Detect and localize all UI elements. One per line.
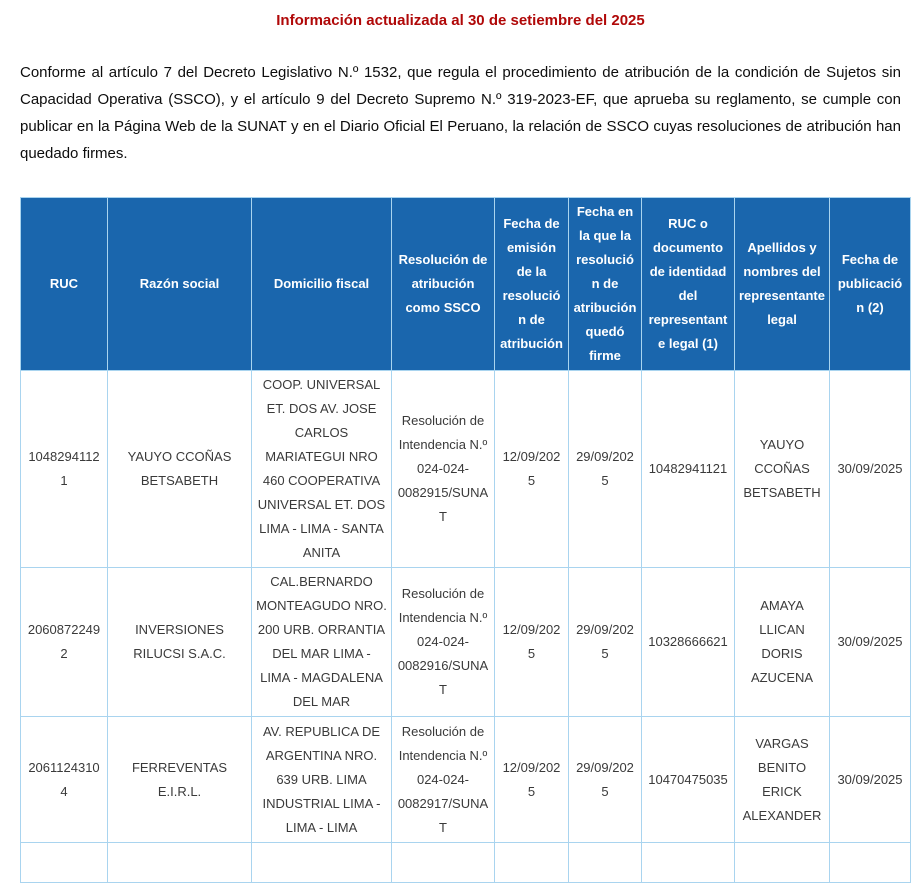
table-cell: 30/09/2025: [830, 717, 911, 843]
table-cell: INVERSIONES RILUCSI S.A.C.: [108, 568, 252, 717]
table-cell: [495, 843, 569, 883]
column-header: Resolución de atribución como SSCO: [392, 198, 495, 371]
table-cell: FERREVENTAS E.I.R.L.: [108, 717, 252, 843]
table-row: [21, 371, 911, 568]
table-cell: 10482941121: [21, 371, 108, 568]
table-cell: AV. REPUBLICA DE ARGENTINA NRO. 639 URB. LIMA INDUSTRIAL LIMA - LIMA - LIMA: [252, 717, 392, 843]
table-row: [21, 568, 911, 717]
table-cell: 29/09/2025: [569, 371, 642, 568]
table-cell: CAL.BERNARDO MONTEAGUDO NRO. 200 URB. ORRANTIA DEL MAR LIMA - LIMA - MAGDALENA DEL MAR: [252, 568, 392, 717]
table-row: [21, 717, 911, 843]
column-header: Fecha en la que la resolución de atribución quedó firme: [569, 198, 642, 371]
table-cell: 12/09/2025: [495, 568, 569, 717]
column-header: Razón social: [108, 198, 252, 371]
column-header: Fecha de publicación (2): [830, 198, 911, 371]
page-title: Información actualizada al 30 de setiembre del 2025: [276, 12, 645, 29]
column-header: Fecha de emisión de la resolución de atribución: [495, 198, 569, 371]
sunat-ssco-page: [0, 12, 921, 883]
table-cell: [392, 843, 495, 883]
column-header: Domicilio fiscal: [252, 198, 392, 371]
table-cell: 29/09/2025: [569, 717, 642, 843]
table-cell: [830, 843, 911, 883]
table-cell: [735, 843, 830, 883]
table-cell: [21, 843, 108, 883]
table-cell: 29/09/2025: [569, 568, 642, 717]
column-header: RUC: [21, 198, 108, 371]
table-cell: 30/09/2025: [830, 568, 911, 717]
table-cell: Resolución de Intendencia N.º 024-024-0082917/SUNAT: [392, 717, 495, 843]
column-header: RUC o documento de identidad del representante legal (1): [642, 198, 735, 371]
table-row-partial: [21, 843, 911, 883]
table-cell: [108, 843, 252, 883]
table-cell: 10482941121: [642, 371, 735, 568]
ssco-table: [20, 197, 911, 883]
table-cell: COOP. UNIVERSAL ET. DOS AV. JOSE CARLOS MARIATEGUI NRO 460 COOPERATIVA UNIVERSAL ET. DOS LIMA - LIMA - SANTA ANITA: [252, 371, 392, 568]
table-cell: Resolución de Intendencia N.º 024-024-0082916/SUNAT: [392, 568, 495, 717]
table-cell: [569, 843, 642, 883]
table-cell: 20611243104: [21, 717, 108, 843]
table-cell: 20608722492: [21, 568, 108, 717]
table-cell: AMAYA LLICAN DORIS AZUCENA: [735, 568, 830, 717]
table-cell: 10470475035: [642, 717, 735, 843]
table-cell: [642, 843, 735, 883]
intro-paragraph: Conforme al artículo 7 del Decreto Legislativo N.º 1532, que regula el procedimiento de atribución de la condición de Sujetos sin Capacidad Operativa (SSCO), y el artículo 9 del Decreto Supremo N.º 319-2023-EF, que aprueba su reglamento, se cumple con publicar en la Página Web de la SUNAT y en el Diario Oficial El Peruano, la relación de SSCO cuyas resoluciones de atribución han quedado firmes.: [20, 64, 901, 162]
table-cell: YAUYO CCOÑAS BETSABETH: [108, 371, 252, 568]
table-header-row: [21, 198, 911, 371]
table-cell: Resolución de Intendencia N.º 024-024-0082915/SUNAT: [392, 371, 495, 568]
table-cell: 12/09/2025: [495, 717, 569, 843]
column-header: Apellidos y nombres del representante legal: [735, 198, 830, 371]
table-cell: VARGAS BENITO ERICK ALEXANDER: [735, 717, 830, 843]
table-cell: 30/09/2025: [830, 371, 911, 568]
table-cell: [252, 843, 392, 883]
table-cell: YAUYO CCOÑAS BETSABETH: [735, 371, 830, 568]
table-cell: 12/09/2025: [495, 371, 569, 568]
table-cell: 10328666621: [642, 568, 735, 717]
